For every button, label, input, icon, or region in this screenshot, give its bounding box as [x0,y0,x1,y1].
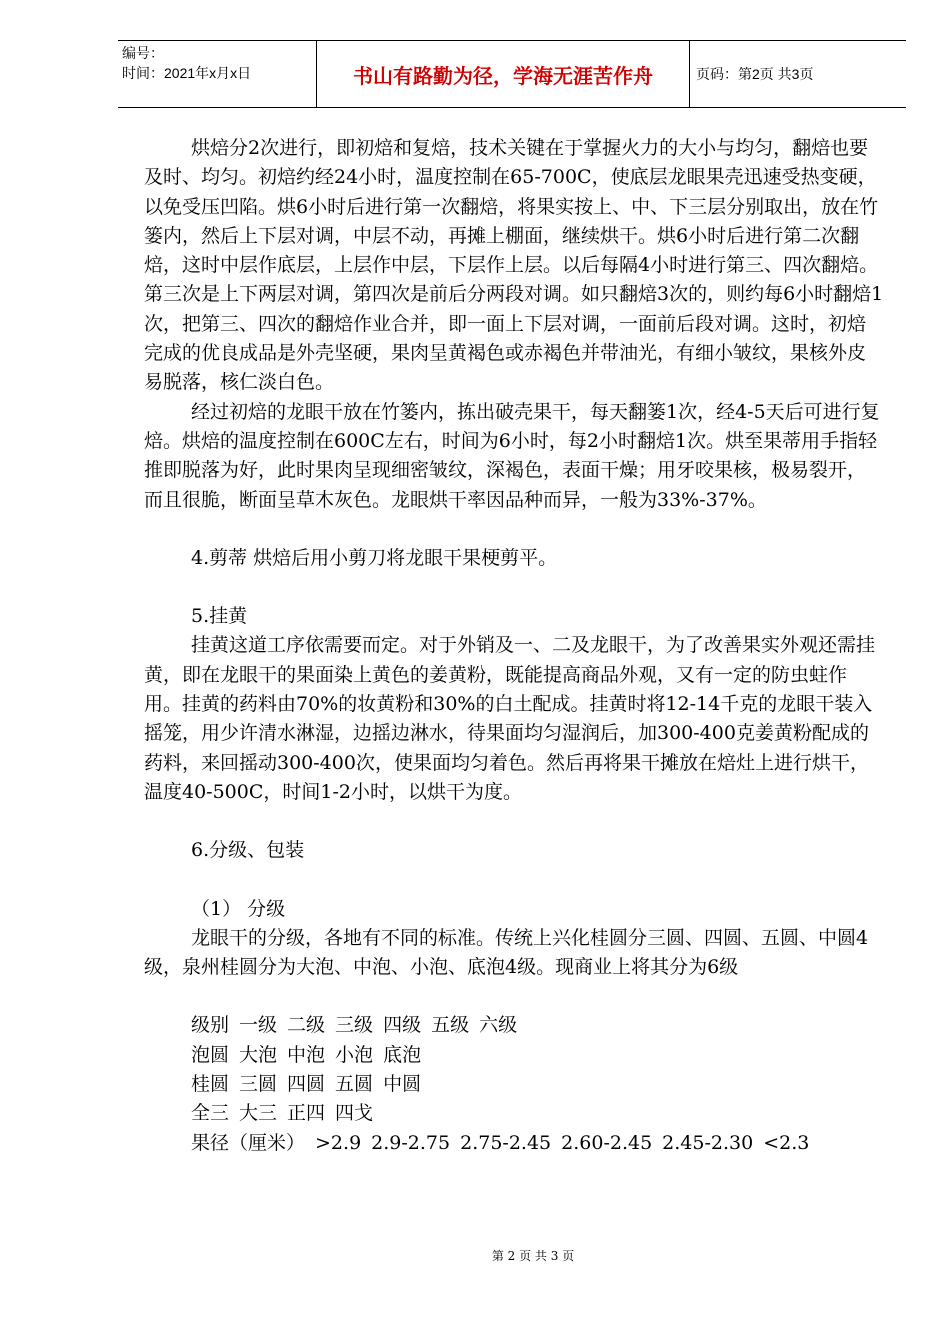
grade-cell: 三级 [335,1014,374,1037]
grade-cell: 2.45-2.30 [662,1131,754,1154]
grade-cell: 三圆 [239,1073,278,1096]
grade-cell: 五级 [431,1014,470,1037]
grade-cell: 四级 [383,1014,422,1037]
grade-cell: 大三 [239,1102,278,1125]
grade-cell: 四圆 [287,1073,326,1096]
time-label: 时间：2021年x月x日 [122,65,252,81]
grade-row [144,1070,884,1099]
section-4-trimming: 4.剪蒂 烘焙后用小剪刀将龙眼干果梗剪平。 [191,546,558,569]
grade-row [144,1129,884,1158]
grade-cell: 一级 [239,1014,278,1037]
grade-cell: 泡圆 [191,1043,230,1066]
grade-cell: 2.9-2.75 [371,1131,451,1154]
grade-cell: <2.3 [763,1131,810,1154]
grade-cell: 全三 [191,1102,230,1125]
grade-cell: 六级 [479,1014,518,1037]
section-6-body: 龙眼干的分级，各地有不同的标准。传统上兴化桂圆分三圆、四圆、五圆、中圆4级，泉州桂圆分为大泡、中泡、小泡、底泡4级。现商业上将其分为6级 [144,926,869,979]
grade-cell: 2.60-2.45 [561,1131,653,1154]
grade-cell: 2.75-2.45 [460,1131,552,1154]
page-header [118,40,906,108]
section-5-title: 5.挂黄 [191,605,248,628]
section-6-subtitle: （1） 分级 [191,897,286,920]
header-page-label: 页码：第2页 共3页 [696,66,814,82]
grade-cell: 小泡 [335,1043,374,1066]
document-body [144,134,884,1158]
grade-cell: 正四 [287,1102,326,1125]
grade-cell: 果径（厘米） [191,1131,306,1154]
paragraph-re-roasting: 经过初焙的龙眼干放在竹篓内，拣出破壳果干，每天翻篓1次，经4-5天后可进行复焙。烘焙的温度控制在600C左右，时间为6小时，每2小时翻焙1次。烘至果蒂用手指轻推即脱落为好，此时果肉呈现细密皱纹，深褐色，表面干燥；用牙咬果核，极易裂开，而且很脆，断面呈草木灰色。龙眼烘干率因品种而异，一般为33%-37%。 [144,400,880,511]
header-motto: 书山有路勤为径，学海无涯苦作舟 [316,41,690,107]
serial-label: 编号： [122,45,164,61]
section-5-body: 挂黄这道工序依需要而定。对于外销及一、二及龙眼干，为了改善果实外观还需挂黄，即在龙眼干的果面染上黄色的姜黄粉，既能提高商品外观，又有一定的防虫蛀作用。挂黄的药料由70%的妆黄粉和30%的白土配成。挂黄时将12-14千克的龙眼干装入摇笼，用少许清水淋湿，边摇边淋水，待果面均匀湿润后，加300-400克姜黄粉配成的药料，来回摇动300-400次，使果面均匀着色。然后再将果干摊放在焙灶上进行烘干，温度40-500C，时间1-2小时，以烘干为度。 [144,634,876,803]
paragraph-initial-roasting: 烘焙分2次进行，即初焙和复焙，技术关键在于掌握火力的大小与均匀，翻焙也要及时、均匀。初焙约经24小时，温度控制在65-700C，使底层龙眼果壳迅速受热变硬，以免受压凹陷。烘6小时后进行第一次翻焙，将果实按上、中、下三层分别取出，放在竹篓内，然后上下层对调，中层不动，再摊上棚面，继续烘干。烘6小时后进行第二次翻焙，这时中层作底层，上层作中层，下层作上层。以后每隔4小时进行第三、四次翻焙。第三次是上下两层对调，第四次是前后分两段对调。如只翻焙3次的，则约每6小时翻焙1次，把第三、四次的翻焙作业合并，即一面上下层对调，一面前后段对调。这时，初焙完成的优良成品是外壳坚硬，果肉呈黄褐色或赤褐色并带油光，有细小皱纹，果核外皮易脱落，核仁淡白色。 [144,137,884,394]
grade-cell: 五圆 [335,1073,374,1096]
grade-cell: >2.9 [315,1131,362,1154]
grade-row [144,1099,884,1128]
grade-row [144,1041,884,1070]
grade-cell: 中泡 [287,1043,326,1066]
header-meta [118,41,316,107]
grade-cell: 大泡 [239,1043,278,1066]
grade-cell: 级别 [191,1014,230,1037]
grade-cell: 二级 [287,1014,326,1037]
grade-cell: 四戈 [335,1102,374,1125]
section-6-title: 6.分级、包装 [191,839,305,862]
grade-cell: 桂圆 [191,1073,230,1096]
grade-row [144,1011,884,1040]
grade-cell: 底泡 [383,1043,422,1066]
page-footer: 第 2 页 共 3 页 [491,1249,575,1263]
grade-table [144,1011,884,1157]
grade-cell: 中圆 [383,1073,422,1096]
